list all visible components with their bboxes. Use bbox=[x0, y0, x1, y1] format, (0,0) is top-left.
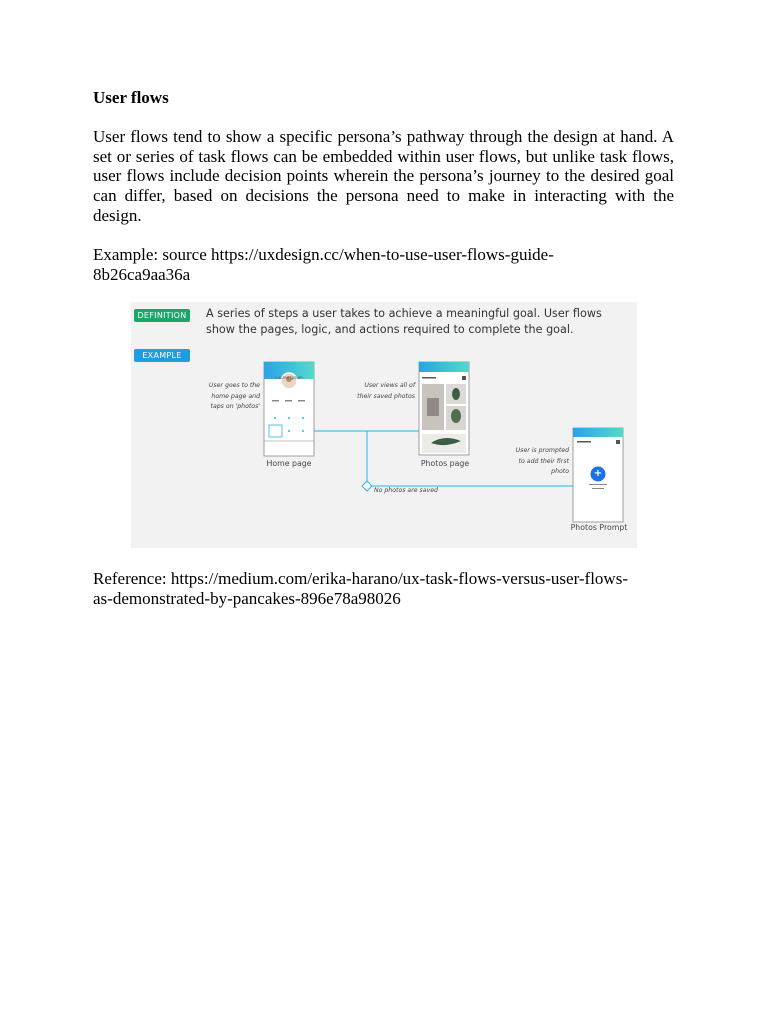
photos-page-note bbox=[335, 381, 415, 402]
example-line: 8b26ca9aa36a bbox=[93, 264, 191, 284]
definition-badge: DEFINITION bbox=[134, 309, 190, 322]
paragraph-line: hand. A set or series of task flows can be embedded within user flows, but bbox=[93, 127, 674, 166]
decision-diamond-icon bbox=[362, 481, 372, 491]
plus-icon: + bbox=[593, 468, 603, 479]
note-line: their saved photos bbox=[357, 392, 415, 400]
paragraph-line: unlike task flows, user flows include decision points wherein the persona’s bbox=[93, 146, 675, 186]
home-page-note bbox=[186, 381, 260, 413]
note-line: taps on 'photos' bbox=[210, 403, 260, 411]
note-line: User is prompted bbox=[515, 447, 569, 454]
note-line: User views all of bbox=[364, 382, 415, 389]
note-line: to add their first bbox=[518, 457, 569, 465]
paragraph-line: make in interacting with the design. bbox=[93, 186, 675, 225]
photos-page-screen bbox=[419, 362, 469, 455]
note-line: User goes to the bbox=[208, 382, 260, 389]
paragraph-line: journey to the desired goal can differ, based on decisions the persona need to bbox=[93, 166, 675, 206]
paragraph-line: User flows tend to show a specific persona’s pathway through the design at bbox=[93, 127, 616, 146]
note-line: home page and bbox=[211, 392, 260, 400]
flow-diagram bbox=[131, 302, 637, 548]
photos-page-caption: Photos page bbox=[420, 459, 470, 468]
example-source bbox=[93, 245, 674, 284]
reference-line: Reference: https://medium.com/erika-harano/ux-task-flows-versus-user-flows- bbox=[93, 569, 628, 588]
reference-link bbox=[93, 569, 674, 608]
profile-name: Lauren Ipsum bbox=[275, 375, 303, 380]
photos-prompt-caption: Photos Prompt bbox=[570, 523, 628, 532]
page-title: User flows bbox=[93, 88, 169, 107]
home-page-caption: Home page bbox=[266, 459, 312, 468]
definition-line: A series of steps a user takes to achieve a meaningful goal. User flows bbox=[206, 307, 602, 320]
example-badge: EXAMPLE bbox=[134, 349, 190, 362]
definition-line: show the pages, logic, and actions required to complete the goal. bbox=[206, 322, 574, 336]
note-line: photo bbox=[551, 468, 569, 476]
user-flows-paragraph bbox=[93, 127, 674, 226]
photos-prompt-note bbox=[491, 446, 569, 478]
user-flow-figure bbox=[131, 302, 637, 548]
reference-line: as-demonstrated-by-pancakes-896e78a98026 bbox=[93, 588, 401, 608]
no-photos-note: No photos are saved bbox=[374, 487, 438, 494]
example-line: Example: source https://uxdesign.cc/when-to-use-user-flows-guide- bbox=[93, 245, 554, 264]
